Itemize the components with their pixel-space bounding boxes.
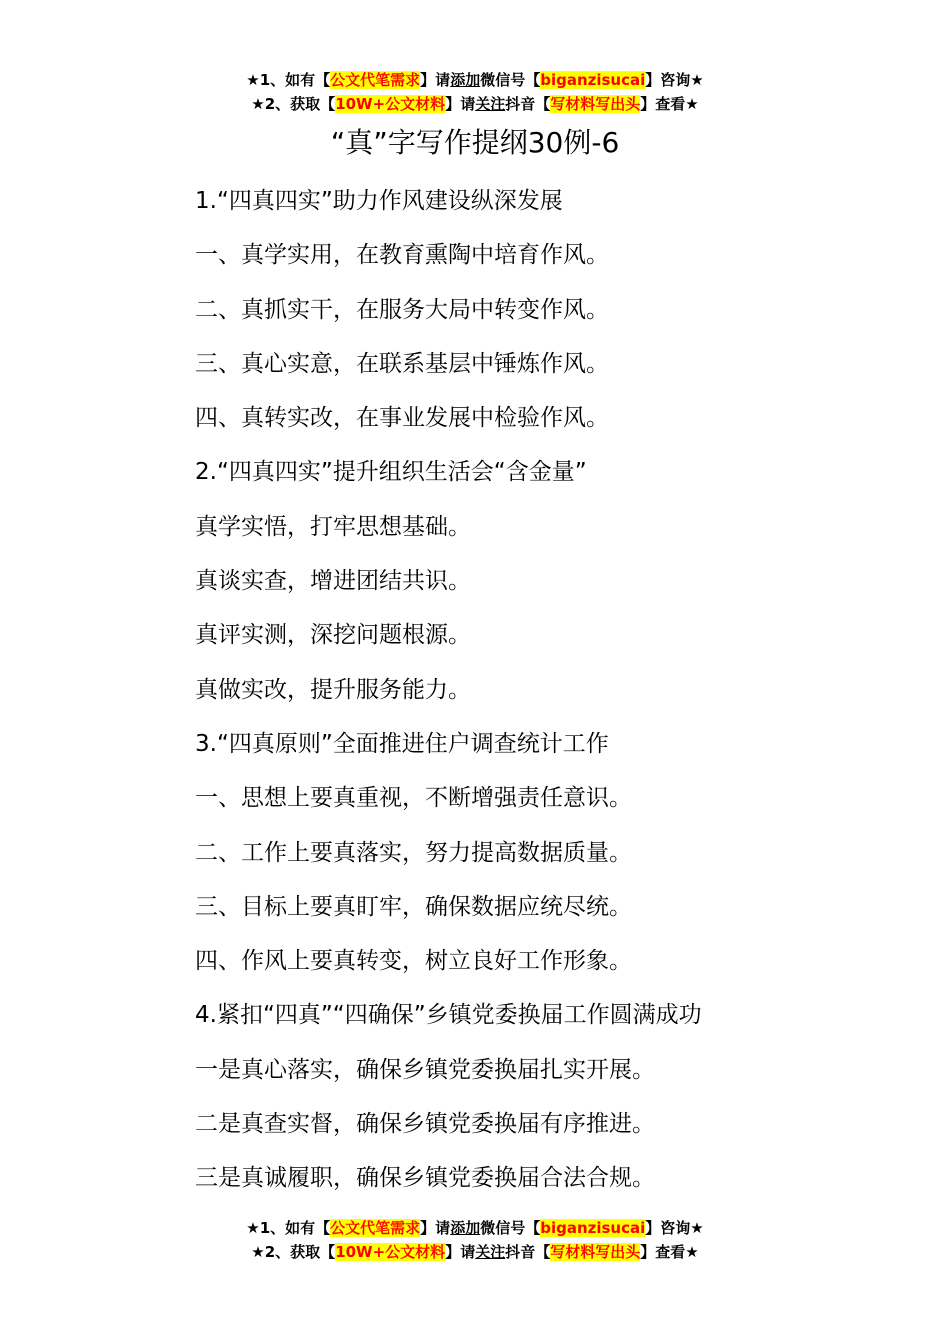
banner-highlight: 公文代笔需求: [330, 1219, 421, 1237]
banner-line-1: [0, 1216, 950, 1240]
paragraph: 二是真查实督，确保乡镇党委换届有序推进。: [195, 1111, 655, 1138]
document-body: [195, 174, 915, 1206]
banner-underlined: 添加: [450, 1219, 481, 1237]
section-heading-1: 1.“四真四实”助力作风建设纵深发展: [195, 188, 563, 214]
paragraph: 一、思想上要真重视，不断增强责任意识。: [195, 785, 632, 812]
banner-text: 】查看★: [640, 1243, 699, 1261]
paragraph: 一是真心落实，确保乡镇党委换届扎实开展。: [195, 1056, 655, 1083]
paragraph: 真做实改，提升服务能力。: [195, 676, 471, 703]
banner-text: ★2、获取【: [251, 95, 336, 113]
banner-text: ★2、获取【: [251, 1243, 336, 1261]
banner-line-2: [0, 92, 950, 116]
banner-underlined: 关注: [475, 95, 506, 113]
banner-highlight: 公文代笔需求: [330, 71, 421, 89]
banner-underlined: 关注: [475, 1243, 506, 1261]
paragraph: 三、真心实意，在联系基层中锤炼作风。: [195, 350, 609, 377]
banner-text: ★1、如有【: [246, 71, 331, 89]
section-heading-4: 4.紧扣“四真”“四确保”乡镇党委换届工作圆满成功: [195, 1002, 702, 1029]
banner-text: 】咨询★: [645, 1219, 704, 1237]
paragraph: 四、真转实改，在事业发展中检验作风。: [195, 405, 609, 432]
footer-banner: [0, 1216, 950, 1264]
banner-douyin-id: 写材料写出头: [550, 95, 641, 113]
banner-text: 】咨询★: [645, 71, 704, 89]
paragraph: 三是真诚履职，确保乡镇党委换届合法合规。: [195, 1165, 655, 1192]
section-heading-3: 3.“四真原则”全面推进住户调查统计工作: [195, 730, 609, 757]
paragraph: 三、目标上要真盯牢，确保数据应统尽统。: [195, 893, 632, 920]
paragraph: 真学实悟，打牢思想基础。: [195, 513, 471, 540]
banner-text: 微信号【: [480, 1219, 541, 1237]
banner-line-2: [0, 1240, 950, 1264]
banner-douyin-id: 写材料写出头: [550, 1243, 641, 1261]
banner-text: 】请: [445, 95, 476, 113]
banner-wechat-id: biganzisucai: [540, 71, 646, 89]
banner-line-1: [0, 68, 950, 92]
paragraph: 一、真学实用，在教育熏陶中培育作风。: [195, 242, 609, 269]
banner-highlight: 10W+公文材料: [335, 1243, 446, 1261]
banner-text: 微信号【: [480, 71, 541, 89]
banner-text: 抖音【: [505, 95, 551, 113]
banner-text: 抖音【: [505, 1243, 551, 1261]
section-heading-2: 2.“四真四实”提升组织生活会“含金量”: [195, 459, 587, 486]
banner-wechat-id: biganzisucai: [540, 1219, 646, 1237]
paragraph: 四、作风上要真转变，树立良好工作形象。: [195, 948, 632, 975]
header-banner: [0, 68, 950, 116]
paragraph: 二、真抓实干，在服务大局中转变作风。: [195, 296, 609, 323]
banner-text: 】请: [420, 1219, 451, 1237]
banner-text: 】查看★: [640, 95, 699, 113]
banner-text: 】请: [420, 71, 451, 89]
document-title: “真”字写作提纲30例-6: [330, 126, 620, 159]
paragraph: 真谈实查，增进团结共识。: [195, 568, 471, 595]
banner-text: ★1、如有【: [246, 1219, 331, 1237]
banner-text: 】请: [445, 1243, 476, 1261]
banner-highlight: 10W+公文材料: [335, 95, 446, 113]
banner-underlined: 添加: [450, 71, 481, 89]
paragraph: 二、工作上要真落实，努力提高数据质量。: [195, 839, 632, 866]
paragraph: 真评实测，深挖问题根源。: [195, 622, 471, 649]
